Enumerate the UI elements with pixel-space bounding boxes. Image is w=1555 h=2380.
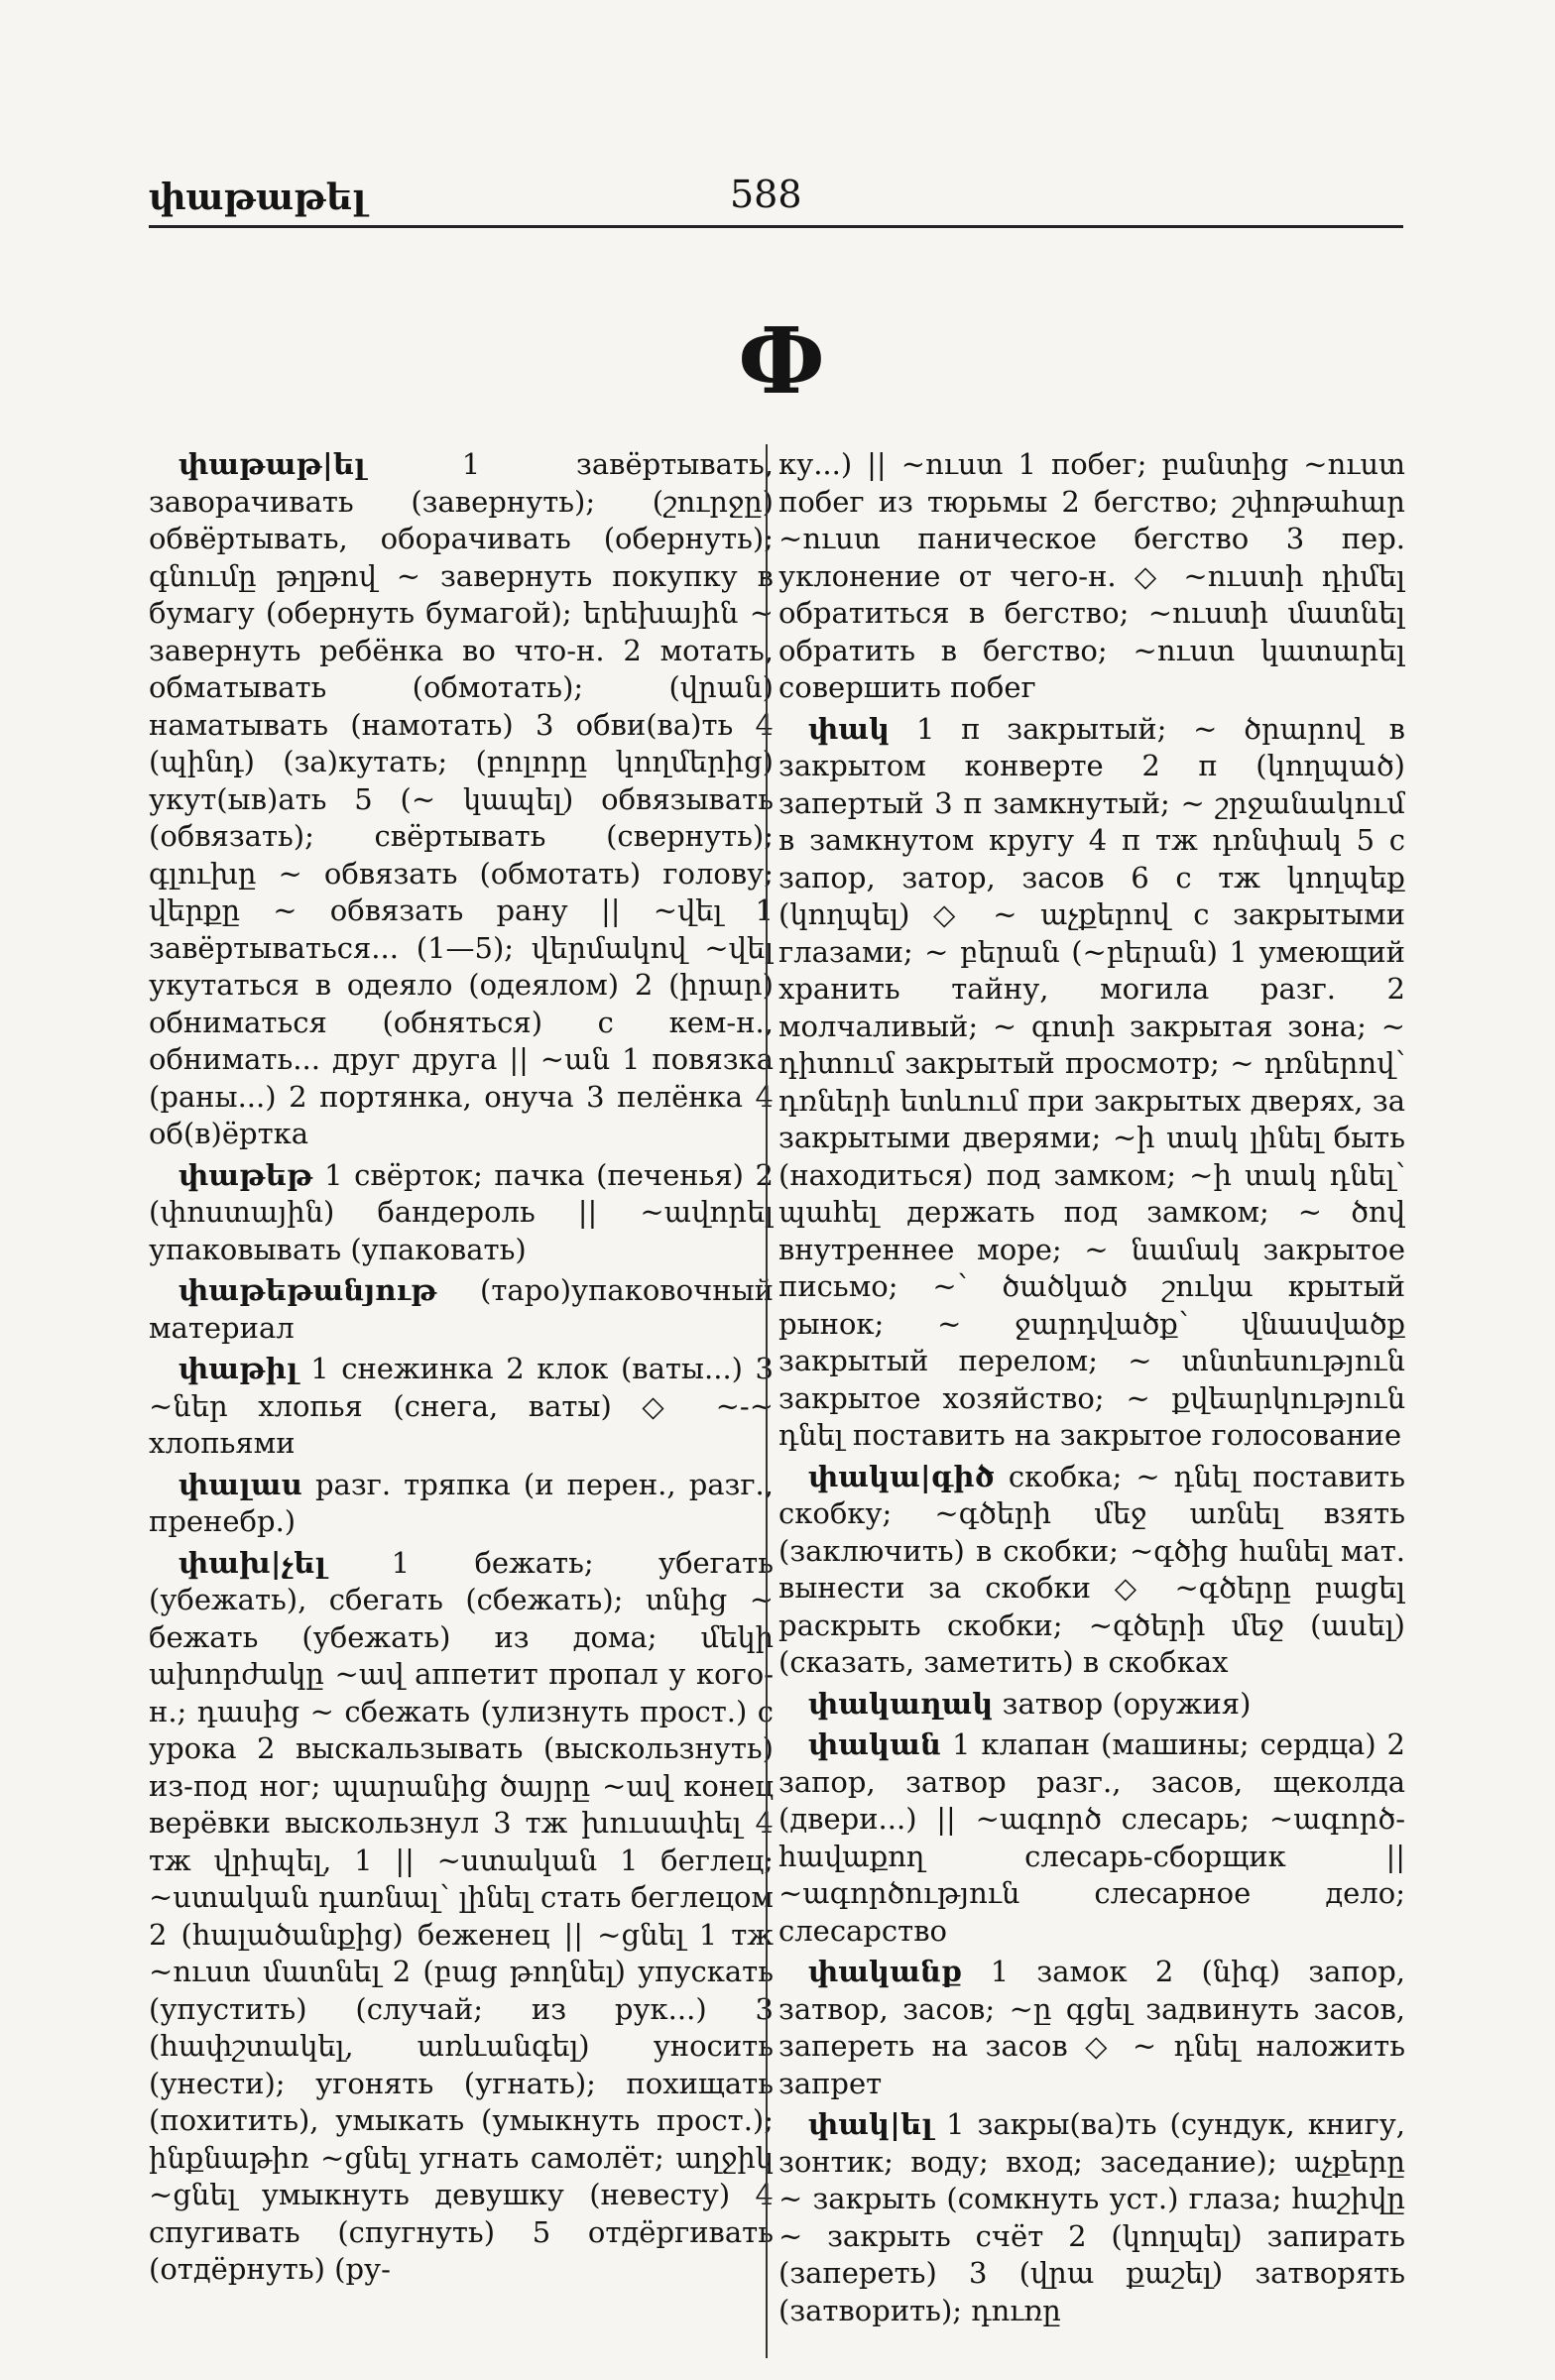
running-header-word: փաթաթել	[149, 177, 367, 218]
entry-text: 1 завёртывать, заворачивать (завернуть); (շուրջը) обвёртывать, оборачивать (обернуть); գնումը թղթով ~ завернуть покупку в бумагу (обернуть бумагой); երեխային ~ завернуть ребёнка во что-н. 2 мотать, обматывать (обмотать); (վրան) наматывать (намотать) 3 обви(ва)ть 4 (պինդ) (за)кутать; (բոլորը կողմերից) укут(ыв)ать 5 (~ կապել) обвязывать (обвязать); свёртывать (свернуть); գլուխը ~ обвязать (обмотать) голову; վերքը ~ обвязать рану || ~վել 1 завёртываться... (1—5); վերմակով ~վել укутаться в одеяло (одеялом) 2 (իրար) обниматься (обняться) с кем-н., обнимать... друг друга || ~ան 1 повязка (раны...) 2 портянка, онуча 3 пелёнка 4 об(в)ёртка	[149, 447, 774, 1150]
entry-headword: փալաս	[179, 1467, 302, 1501]
entry-headword: փաթաթ|ել	[179, 447, 366, 481]
section-letter: Փ	[738, 307, 825, 415]
dictionary-entry	[149, 1351, 774, 1463]
entry-text: 1 бежать; убегать (убежать), сбегать (сбежать); տնից ~ бежать (убежать) из дома; մեկի ախորժակը ~ավ аппетит пропал у кого-н.; դասից ~ сбежать (улизнуть прост.) с урока 2 выскальзывать (выскользнуть) из-под ног; պարանից ծայրը ~ավ конец верёвки выскользнул 3 тж խուսափել 4 тж վրիպել, 1 || ~ստական 1 беглец; ~ստական դառնալ՝ լինել стать беглецом 2 (հալածանքից) беженец || ~ցնել 1 тж ~ուստ մատնել 2 (բաց թողնել) упускать (упустить) (случай; из рук...) 3 (հափշտակել, առևանգել) уносить (унести); угонять (угнать); похищать (похитить), умыкать (умыкнуть прост.); ինքնաթիռ ~ցնել угнать самолёт; աղջիկ ~ցնել умыкнуть девушку (невесту) 4 спугивать (спугнуть) 5 отдёргивать (отдёрнуть) (ру-	[149, 1545, 774, 2286]
dictionary-entry	[149, 1157, 774, 1269]
dictionary-entry	[778, 2106, 1405, 2329]
right-column	[778, 446, 1405, 2370]
column-divider	[766, 444, 768, 2358]
dictionary-entry	[778, 1459, 1405, 1682]
dictionary-entry	[149, 1272, 774, 1347]
entry-headword: փակա|գիծ	[808, 1459, 995, 1493]
entry-text: 1 замок 2 (նիգ) запор, затвор, засов; ~ը գցել задвинуть засов, запереть на засов ◇ ~ դնել наложить запрет	[778, 1955, 1405, 2100]
page-number: 588	[730, 173, 802, 216]
dictionary-entry	[778, 1686, 1405, 1724]
entry-headword: փախ|չել	[179, 1545, 327, 1580]
entry-text: скобка; ~ դնել поставить скобку; ~գծերի մեջ առնել взять (заключить) в скобки; ~գծից հանել мат. вынести за скобки ◇ ~գծերը բացել раскрыть скобки; ~գծերի մեջ (ասել) (сказать, заметить) в скобках	[778, 1459, 1405, 1679]
entry-headword: փաթիլ	[179, 1352, 299, 1385]
left-column	[149, 446, 774, 2370]
dictionary-entry	[149, 1545, 774, 2289]
entry-text: 1 клапан (машины; сердца) 2 запор, затвор разг., засов, щеколда (двери...) || ~ագործ слесарь; ~ագործ-հավաքող слесарь-сборщик || ~ագործություն слесарное дело; слесарство	[778, 1727, 1405, 1948]
dictionary-entry	[778, 1726, 1405, 1950]
entry-headword: փականք	[808, 1955, 963, 1988]
dictionary-entry	[778, 711, 1405, 1455]
entry-text: разг. тряпка (и перен., разг., пренебр.)	[149, 1467, 774, 1538]
dictionary-entry	[149, 1467, 774, 1541]
dictionary-entry	[778, 1954, 1405, 2102]
entry-text: 1 п закрытый; ~ ծրարով в закрытом конверте 2 п (կողպած) запертый 3 п замкнутый; ~ շրջանակում в замкнутом кругу 4 п тж դռնփակ 5 с запор, затор, засов 6 с тж կողպեք (կողպել) ◇ ~ աչքերով с закрытыми глазами; ~ բերան (~բերան) 1 умеющий хранить тайну, могила разг. 2 молчаливый; ~ գոտի закрытая зона; ~ դիտում закрытый просмотр; ~ դռներով՝ դռների ետևում при закрытых дверях, за закрытыми дверями; ~ի տակ լինել быть (находиться) под замком; ~ի տակ դնել՝ պահել держать под замком; ~ ծով внутреннее море; ~ նամակ закрытое письмо; ~՝ ծածկած շուկա крытый рынок; ~ ջարդվածք՝ վնասվածք закрытый перелом; ~ տնտեսություն закрытое хозяйство; ~ քվեարկություն դնել поставить на закрытое голосование	[778, 711, 1405, 1452]
entry-text: 1 закры(ва)ть (сундук, книгу, зонтик; воду; вход; заседание); աչքերը ~ закрыть (сомкнуть уст.) глаза; հաշիվը ~ закрыть счёт 2 (կողպել) запирать (запереть) 3 (վրա քաշել) затворять (затворить); դուռը	[778, 2107, 1405, 2327]
entry-headword: փական	[808, 1727, 942, 1761]
entry-headword: փաթեթ	[179, 1157, 313, 1192]
header-rule	[149, 225, 1403, 228]
entry-headword: փակ|ել	[808, 2107, 934, 2141]
entry-text: затвор (оружия)	[993, 1686, 1252, 1721]
entry-text: 1 свёрток; пачка (печенья) 2 (փոստային) бандероль || ~ավորել упаковывать (упаковать)	[149, 1157, 774, 1266]
entry-headword: փաթեթանյութ	[179, 1273, 437, 1307]
dictionary-entry	[778, 446, 1405, 707]
entry-headword: փակաղակ	[808, 1686, 994, 1721]
dictionary-entry	[149, 446, 774, 1153]
entry-text: 1 снежинка 2 клок (ваты...) 3 ~ներ хлопья (снега, ваты) ◇ ~-~ хлопьями	[149, 1352, 774, 1460]
entry-headword: փակ	[808, 711, 891, 746]
entry-text: ку...) || ~ուստ 1 побег; բանտից ~ուստ побег из тюрьмы 2 бегство; շփոթահար ~ուստ паническое бегство 3 пер. уклонение от чего-н. ◇ ~ուստի դիմել обратиться в бегство; ~ուստի մատնել обратить в бегство; ~ուստ կատարել совершить побег	[778, 447, 1405, 704]
entry-text: (таро)упаковочный материал	[149, 1273, 774, 1345]
